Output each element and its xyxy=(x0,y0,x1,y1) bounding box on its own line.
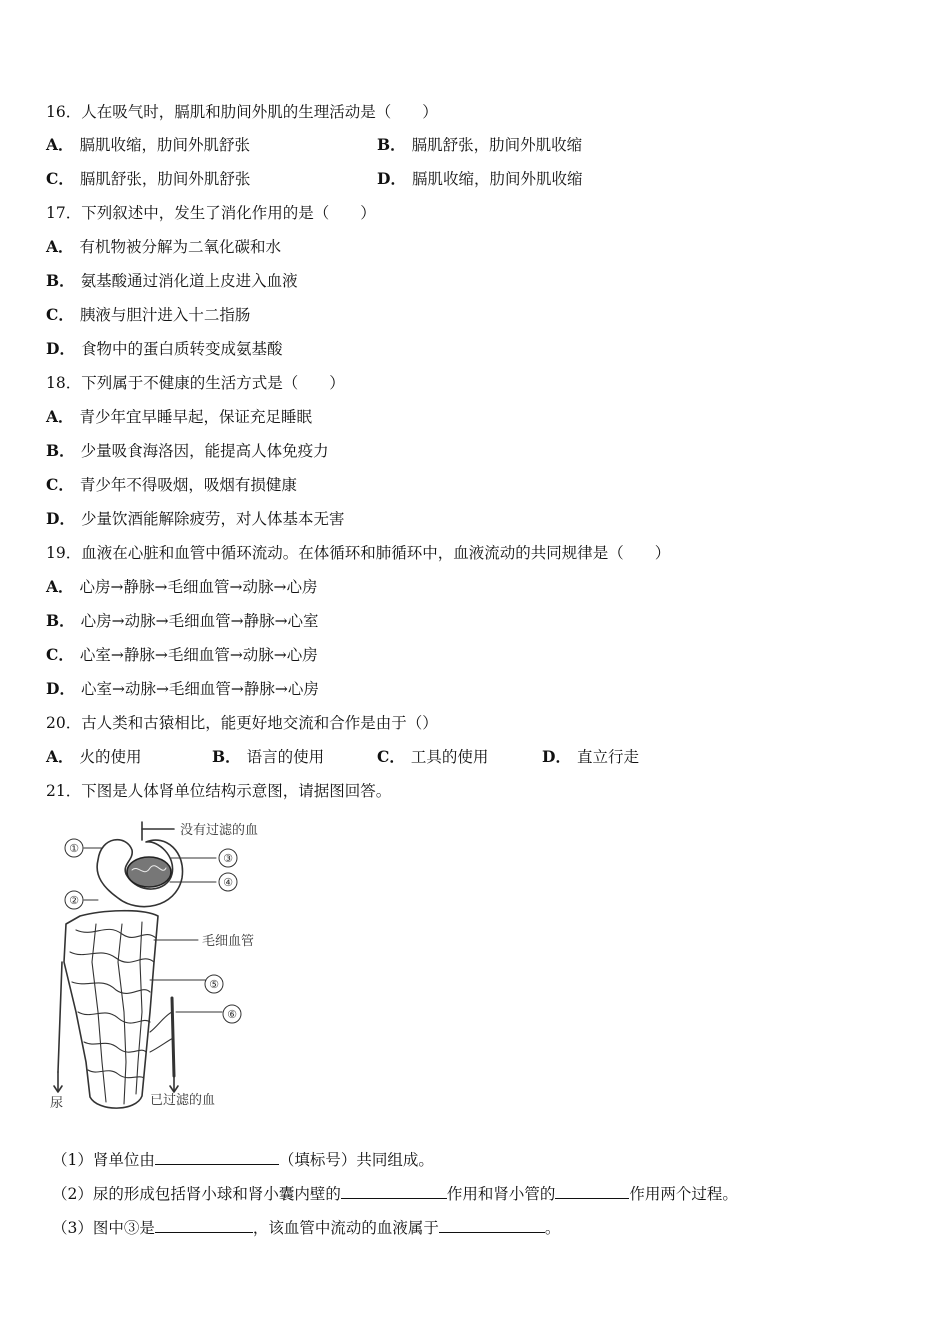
label-n1: ① xyxy=(69,842,79,855)
option-letter: B． xyxy=(46,271,75,290)
option-letter: B． xyxy=(46,441,75,460)
option-text: 胰液与胆汁进入十二指肠 xyxy=(79,306,251,324)
q21-sub3 xyxy=(52,1216,560,1238)
sub1-post: （填标号）共同组成。 xyxy=(278,1151,434,1169)
q16-option-b xyxy=(377,135,582,155)
option-letter: D． xyxy=(377,169,406,188)
sub1-pre: （1）肾单位由 xyxy=(52,1151,155,1169)
q20-stem: 20．古人类和古猿相比，能更好地交流和合作是由于（） xyxy=(46,714,438,732)
q17-option-c xyxy=(46,305,250,325)
answer-blank[interactable] xyxy=(155,1216,253,1233)
option-letter: A． xyxy=(46,577,74,596)
answer-blank[interactable] xyxy=(155,1148,279,1165)
q17-option-b xyxy=(46,271,298,291)
option-text: 少量吸食海洛因，能提高人体免疫力 xyxy=(80,442,329,460)
q20-option-b xyxy=(212,747,324,767)
q18-option-d xyxy=(46,509,344,529)
q19-stem: 19．血液在心脏和血管中循环流动。在体循环和肺循环中，血液流动的共同规律是（ ） xyxy=(46,544,671,562)
q16-option-d xyxy=(377,169,582,189)
option-letter: A． xyxy=(46,237,74,256)
option-letter: C． xyxy=(377,747,405,766)
sub2-mid: 作用和肾小管的 xyxy=(446,1185,556,1203)
option-text: 食物中的蛋白质转变成氨基酸 xyxy=(80,340,283,358)
renal-vein xyxy=(172,998,174,1076)
q21-sub2 xyxy=(52,1182,738,1204)
option-text: 膈肌舒张，肋间外肌舒张 xyxy=(79,170,251,188)
q20-option-c xyxy=(377,747,488,767)
q16-stem: 16．人在吸气时，膈肌和肋间外肌的生理活动是（ ） xyxy=(46,103,438,121)
q21-stem: 21．下图是人体肾单位结构示意图，请据图回答。 xyxy=(46,782,392,800)
q20-option-d xyxy=(542,747,639,767)
option-letter: D． xyxy=(46,679,75,698)
q16-option-a xyxy=(46,135,250,155)
option-letter: A． xyxy=(46,135,74,154)
option-text: 心室→静脉→毛细血管→动脉→心房 xyxy=(79,646,318,664)
option-text: 心房→静脉→毛细血管→动脉→心房 xyxy=(79,578,318,596)
option-letter: C． xyxy=(46,305,74,324)
option-text: 膈肌收缩，肋间外肌舒张 xyxy=(79,136,251,154)
label-urine: 尿 xyxy=(50,1096,64,1111)
option-text: 语言的使用 xyxy=(246,748,325,766)
sub3-post: 。 xyxy=(544,1219,561,1237)
label-n6: ⑥ xyxy=(227,1008,237,1021)
q17-stem: 17．下列叙述中，发生了消化作用的是（ ） xyxy=(46,204,376,222)
q18-option-a xyxy=(46,407,312,427)
label-unfiltered-blood: 没有过滤的血 xyxy=(180,823,259,838)
option-letter: B． xyxy=(46,611,75,630)
label-filtered-blood: 已过滤的血 xyxy=(150,1093,216,1108)
q18-option-b xyxy=(46,441,329,461)
option-text: 膈肌收缩，肋间外肌收缩 xyxy=(411,170,583,188)
q20-option-a xyxy=(46,747,142,767)
q17-option-d xyxy=(46,339,282,359)
q19-option-b xyxy=(46,611,319,631)
option-letter: C． xyxy=(46,169,74,188)
label-n5: ⑤ xyxy=(209,978,219,991)
option-letter: D． xyxy=(46,509,75,528)
answer-blank[interactable] xyxy=(439,1216,545,1233)
option-text: 氨基酸通过消化道上皮进入血液 xyxy=(80,272,298,290)
option-letter: A． xyxy=(46,407,74,426)
q21-sub1 xyxy=(52,1148,434,1170)
option-letter: D． xyxy=(542,747,571,766)
label-n3: ③ xyxy=(223,852,233,865)
q17-option-a xyxy=(46,237,281,257)
nephron-diagram xyxy=(46,812,306,1122)
option-text: 火的使用 xyxy=(79,748,142,766)
q18-stem: 18．下列属于不健康的生活方式是（ ） xyxy=(46,374,345,392)
q19-option-c xyxy=(46,645,318,665)
option-text: 心房→动脉→毛细血管→静脉→心室 xyxy=(80,612,319,630)
glomerulus xyxy=(127,857,171,887)
option-text: 青少年宜早睡早起，保证充足睡眠 xyxy=(79,408,313,426)
q19-option-a xyxy=(46,577,317,597)
sub3-pre: （3）图中③是 xyxy=(52,1219,155,1237)
option-letter: A． xyxy=(46,747,74,766)
sub2-post: 作用两个过程。 xyxy=(629,1185,738,1203)
option-letter: B． xyxy=(212,747,241,766)
q16-option-c xyxy=(46,169,250,189)
label-capillary: 毛细血管 xyxy=(202,934,255,949)
option-letter: C． xyxy=(46,475,74,494)
option-text: 青少年不得吸烟，吸烟有损健康 xyxy=(79,476,297,494)
label-n4: ④ xyxy=(223,876,233,889)
q19-option-d xyxy=(46,679,319,699)
option-letter: C． xyxy=(46,645,74,664)
option-text: 直立行走 xyxy=(576,748,639,766)
option-text: 工具的使用 xyxy=(410,748,489,766)
option-text: 心室→动脉→毛细血管→静脉→心房 xyxy=(80,680,319,698)
answer-blank[interactable] xyxy=(341,1182,447,1199)
option-letter: D． xyxy=(46,339,75,358)
option-text: 膈肌舒张，肋间外肌收缩 xyxy=(411,136,583,154)
option-text: 少量饮酒能解除疲劳，对人体基本无害 xyxy=(80,510,345,528)
label-n2: ② xyxy=(69,894,79,907)
sub2-pre: （2）尿的形成包括肾小球和肾小囊内壁的 xyxy=(52,1185,341,1203)
option-text: 有机物被分解为二氧化碳和水 xyxy=(79,238,282,256)
answer-blank[interactable] xyxy=(555,1182,629,1199)
sub3-mid: ，该血管中流动的血液属于 xyxy=(252,1219,439,1237)
q18-option-c xyxy=(46,475,297,495)
option-letter: B． xyxy=(377,135,406,154)
